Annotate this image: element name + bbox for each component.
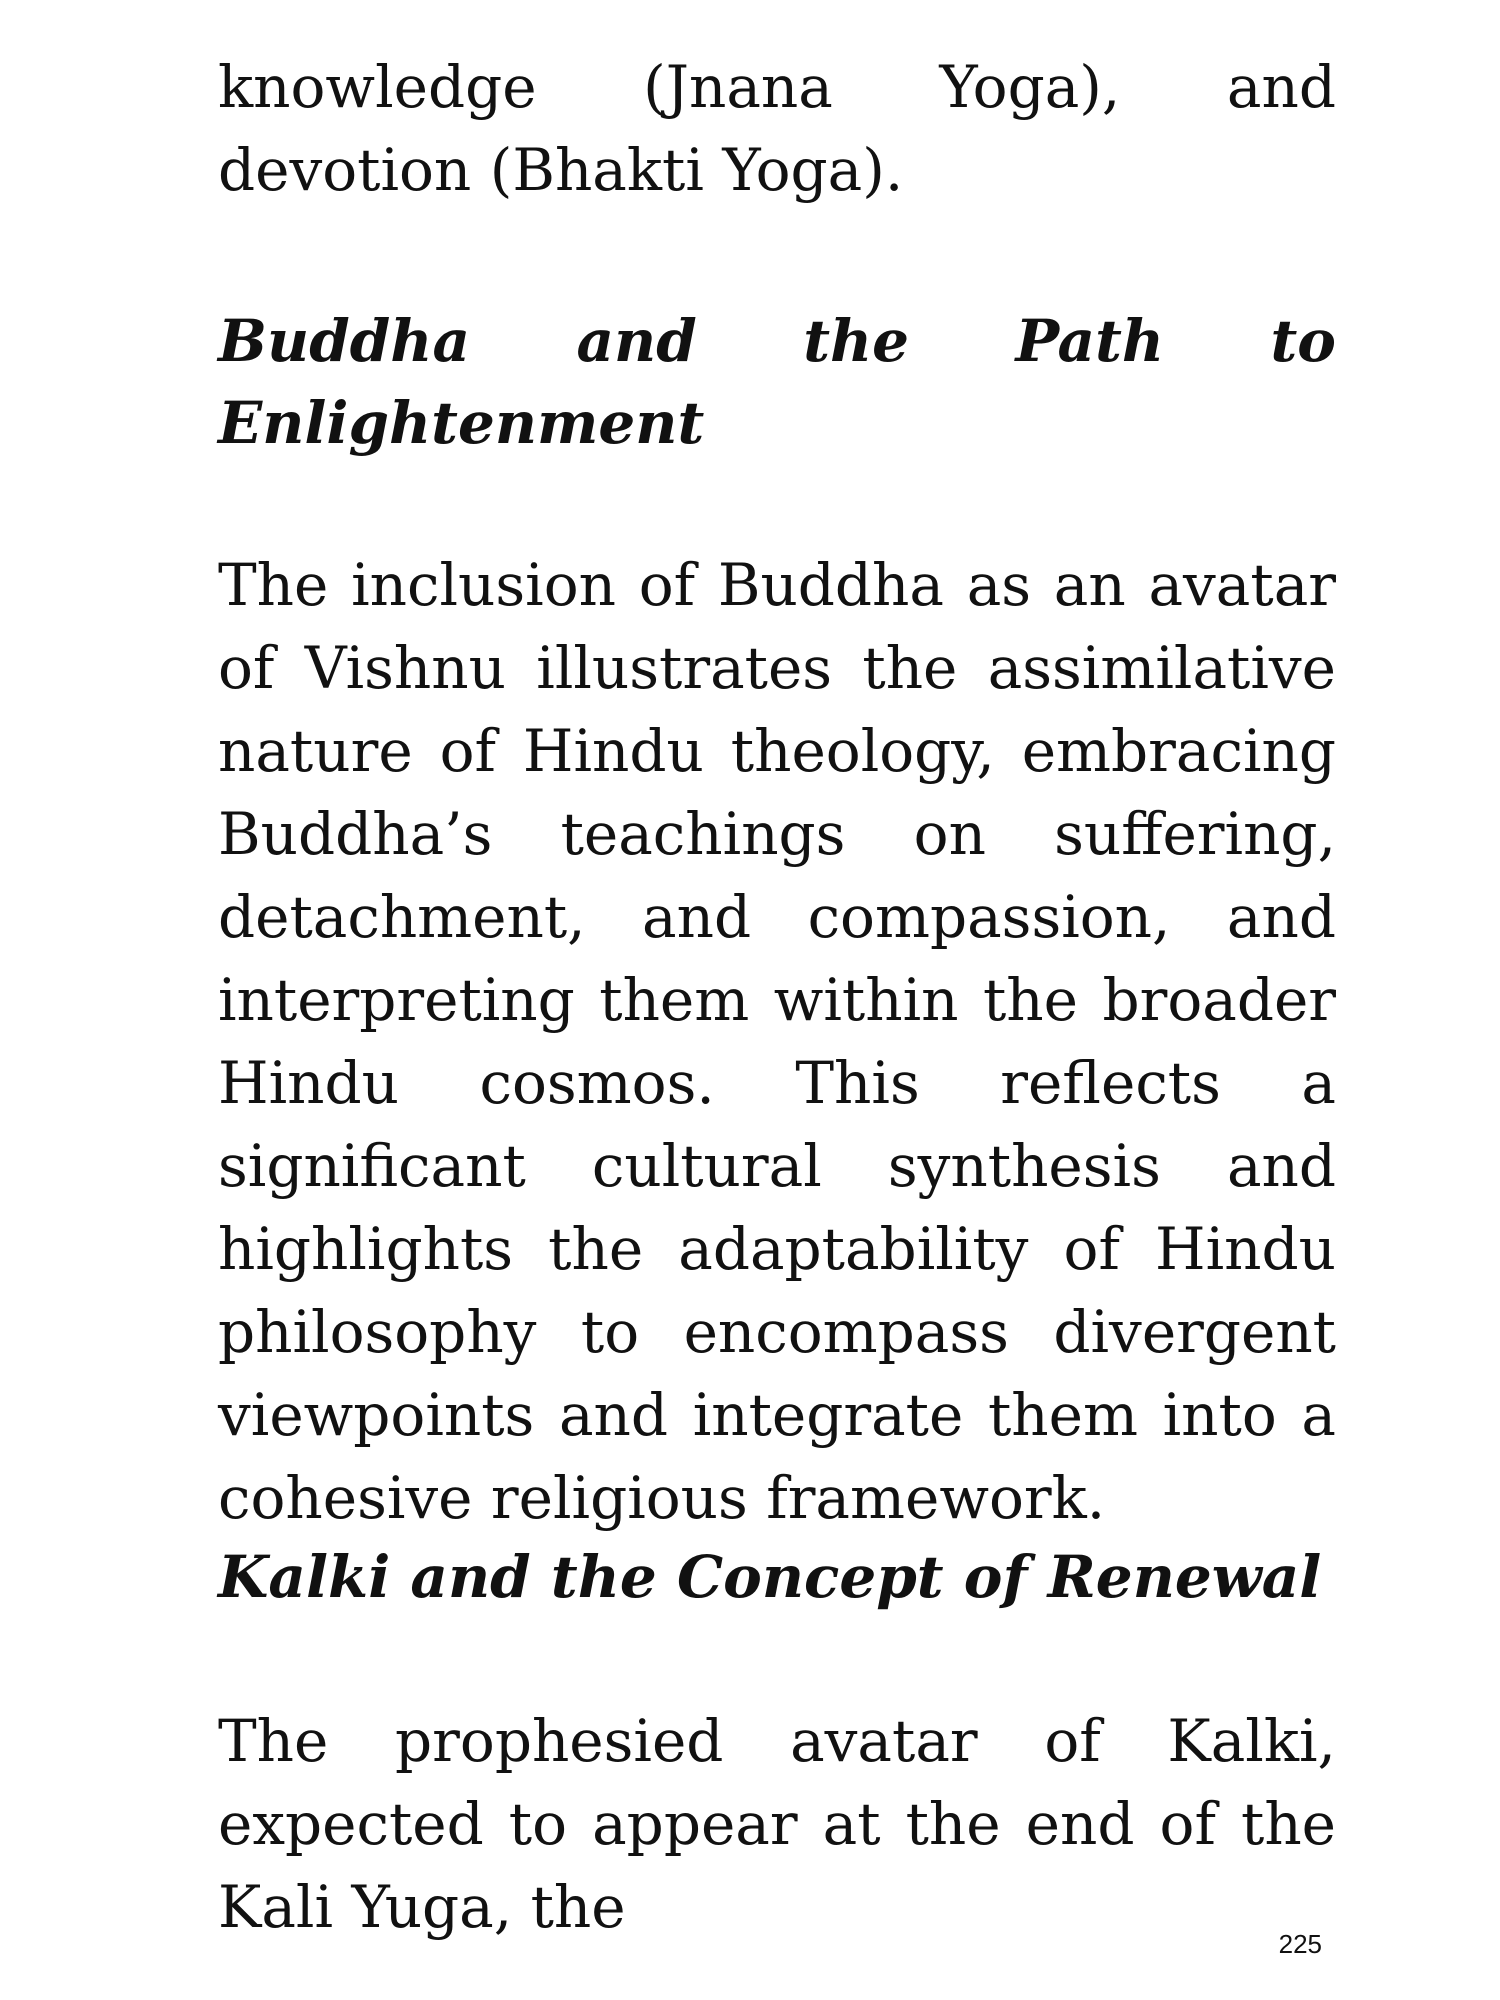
section-heading-buddha: Buddha and the Path to Enlightenment <box>218 307 1336 457</box>
continuation-paragraph: knowledge (Jnana Yoga), and devotion (Bhakti Yoga). <box>218 53 1336 204</box>
section-body-kalki: The prophesied avatar of Kalki, expected to appear at the end of the Kali Yuga, the <box>218 1707 1336 1941</box>
section-heading-kalki: Kalki and the Concept of Renewal <box>218 1543 1322 1611</box>
section-body-buddha: The inclusion of Buddha as an avatar of Vishnu illustrates the assimilative nature of Hindu theology, embracing Buddha’s teachings on suffering, detachment, and compassion, and interpreting them within the broader Hindu cosmos. This reflects a significant cultural synthesis and highlights the adaptability of Hindu philosophy to encompass divergent viewpoints and integrate them into a cohesive religious framework. <box>218 551 1336 1532</box>
page-number: 225 <box>1278 1929 1322 1959</box>
